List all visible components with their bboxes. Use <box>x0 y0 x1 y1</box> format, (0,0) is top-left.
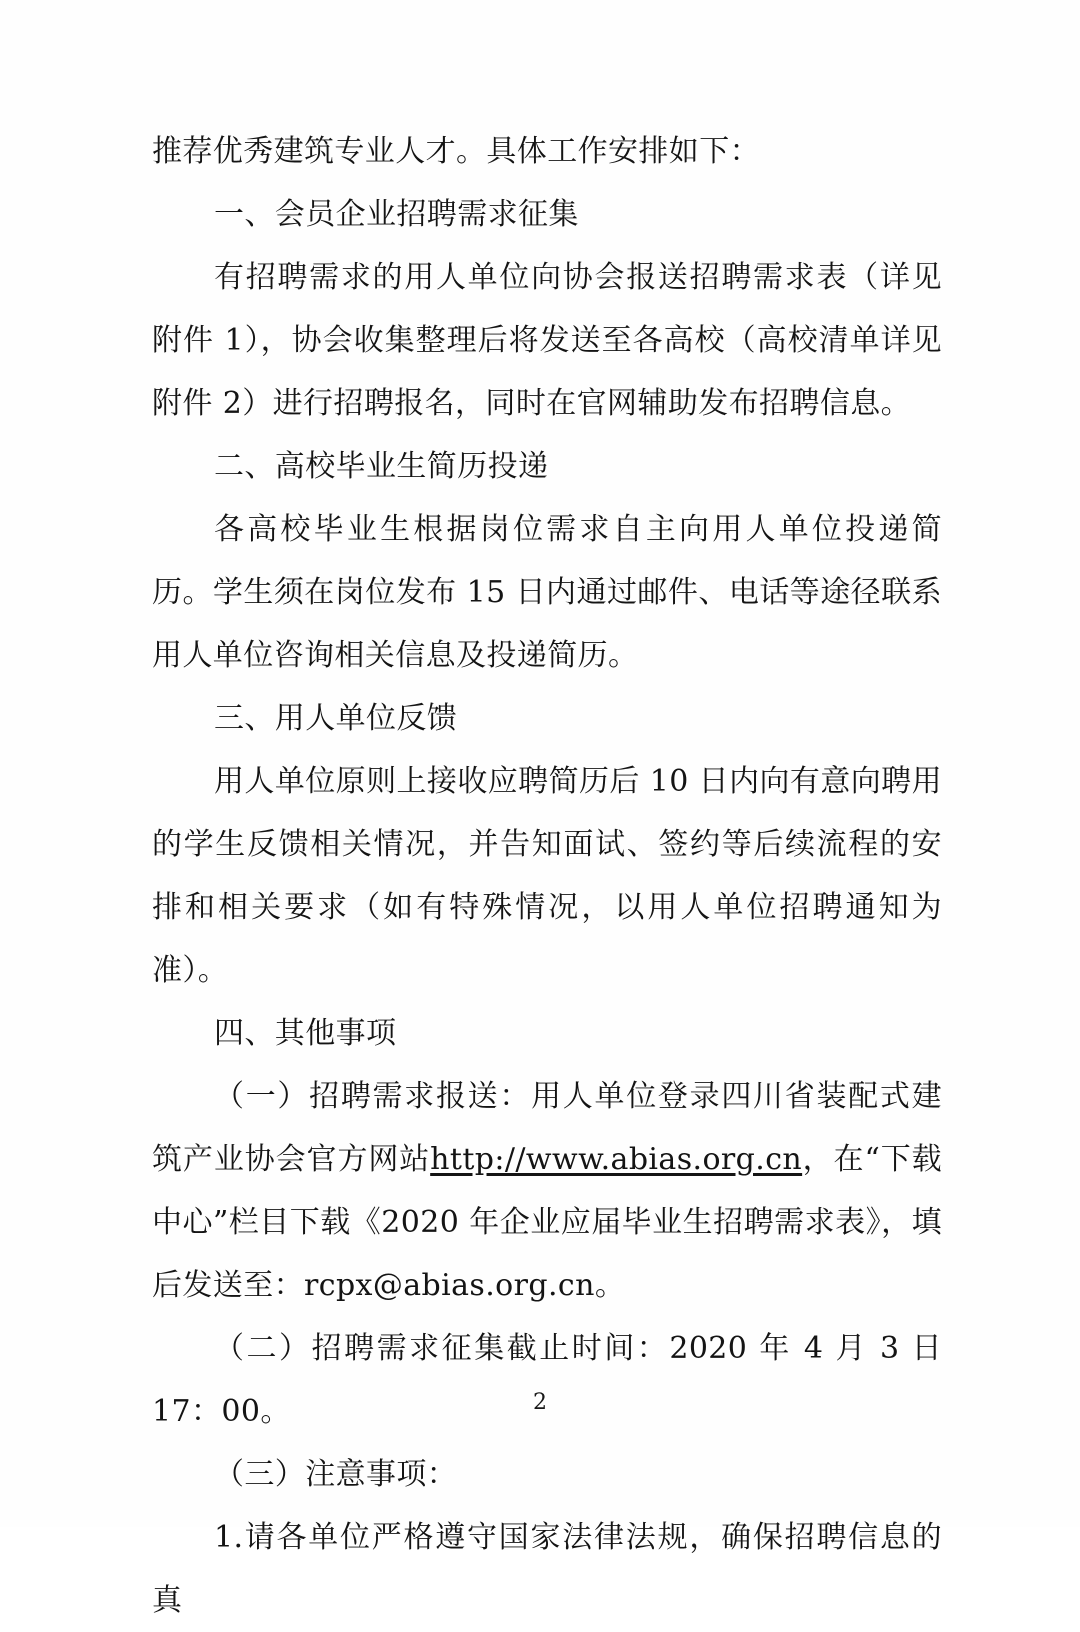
paragraph-section-two-body: 各高校毕业生根据岗位需求自主向用人单位投递简历。学生须在岗位发布 15 日内通过邮件、电话等途径联系用人单位咨询相关信息及投递简历。 <box>152 512 942 673</box>
paragraph-item-two-deadline: （二）招聘需求征集截止时间：2020 年 4 月 3 日 17：00。 <box>152 1331 942 1429</box>
paragraph-section-three-body: 用人单位原则上接收应聘简历后 10 日内向有意向聘用的学生反馈相关情况，并告知面试、签约等后续流程的安排和相关要求（如有特殊情况，以用人单位招聘通知为准）。 <box>152 764 942 988</box>
paragraph-item-one-text-before: （一）招聘需求报送：用人单位登录四川省装配式建筑产业协会官方网站 <box>152 1079 942 1177</box>
paragraph-item-three-heading: （三）注意事项： <box>214 1457 458 1492</box>
paragraph-section-two-heading: 二、高校毕业生简历投递 <box>214 449 549 484</box>
page-number: 2 <box>533 1390 547 1415</box>
paragraph-intro: 推荐优秀建筑专业人才。具体工作安排如下： <box>152 134 760 169</box>
paragraph-section-one-body: 有招聘需求的用人单位向协会报送招聘需求表（详见附件 1），协会收集整理后将发送至各高校（高校清单详见附件 2）进行招聘报名，同时在官网辅助发布招聘信息。 <box>152 260 942 421</box>
association-website-link[interactable]: http://www.abias.org.cn <box>430 1142 803 1177</box>
paragraph-section-four-heading: 四、其他事项 <box>214 1016 397 1051</box>
paragraph-section-one-heading: 一、会员企业招聘需求征集 <box>214 197 579 232</box>
paragraph-item-one-with-link <box>152 1065 942 1317</box>
paragraph-item-three-point-one: 1.请各单位严格遵守国家法律法规，确保招聘信息的真 <box>152 1520 942 1618</box>
paragraph-section-three-heading: 三、用人单位反馈 <box>214 701 458 736</box>
paragraph-item-one-text-after: ，在“下载中心”栏目下载《2020 年企业应届毕业生招聘需求表》，填后发送至：rcpx@abias.org.cn。 <box>152 1142 942 1303</box>
